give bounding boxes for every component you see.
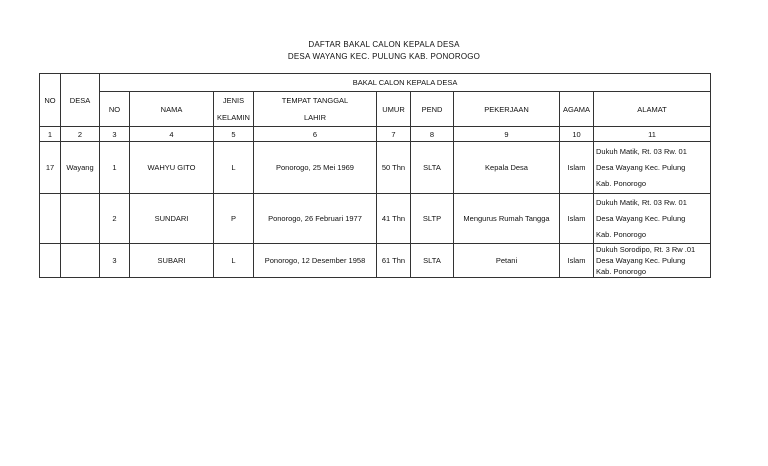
header-desa: DESA xyxy=(61,74,100,127)
header-sub-no: NO xyxy=(100,92,130,127)
table-row xyxy=(40,244,711,278)
group-no: 17 xyxy=(40,142,61,194)
row-nama: SUBARI xyxy=(130,244,214,278)
row-umur: 61 Thn xyxy=(377,244,411,278)
row-pend: SLTP xyxy=(411,194,454,244)
row-pekerjaan: Kepala Desa xyxy=(454,142,560,194)
row-alamat xyxy=(594,142,711,194)
row-pend: SLTA xyxy=(411,142,454,194)
row-jk: L xyxy=(214,244,254,278)
num-cell: 2 xyxy=(61,127,100,142)
group-desa: Wayang xyxy=(61,142,100,194)
header-jenis-line1: JENIS xyxy=(222,96,245,105)
candidate-table xyxy=(39,73,711,278)
num-cell: 11 xyxy=(594,127,711,142)
num-cell: 7 xyxy=(377,127,411,142)
header-row-2 xyxy=(40,92,711,127)
group-no-empty xyxy=(40,244,61,278)
alamat-line: Kab. Ponorogo xyxy=(596,178,647,188)
row-no: 2 xyxy=(100,194,130,244)
alamat-line: Dukuh Matik, Rt. 03 Rw. 01 xyxy=(596,197,687,207)
header-ttl-line2: LAHIR xyxy=(303,113,327,122)
row-jk: L xyxy=(214,142,254,194)
row-alamat xyxy=(594,244,711,278)
row-pekerjaan: Petani xyxy=(454,244,560,278)
header-ttl xyxy=(254,92,377,127)
num-cell: 9 xyxy=(454,127,560,142)
row-agama: Islam xyxy=(560,194,594,244)
num-cell: 8 xyxy=(411,127,454,142)
header-jenis-line2: KELAMIN xyxy=(217,113,250,122)
row-nama: SUNDARI xyxy=(130,194,214,244)
group-no-empty xyxy=(40,194,61,244)
table-row xyxy=(40,142,711,194)
row-umur: 41 Thn xyxy=(377,194,411,244)
num-cell: 4 xyxy=(130,127,214,142)
num-cell: 10 xyxy=(560,127,594,142)
num-cell: 1 xyxy=(40,127,61,142)
alamat-line: Kab. Ponorogo xyxy=(596,267,647,276)
header-jenis-kelamin xyxy=(214,92,254,127)
row-pend: SLTA xyxy=(411,244,454,278)
alamat-line: Dukuh Sorodipo, Rt. 3 Rw .01 xyxy=(596,245,696,254)
header-nama: NAMA xyxy=(130,92,214,127)
num-cell: 6 xyxy=(254,127,377,142)
row-pekerjaan: Mengurus Rumah Tangga xyxy=(454,194,560,244)
row-umur: 50 Thn xyxy=(377,142,411,194)
document-subtitle: DESA WAYANG KEC. PULUNG KAB. PONOROGO xyxy=(287,52,481,61)
header-pend: PEND xyxy=(411,92,454,127)
group-desa-empty xyxy=(61,194,100,244)
num-cell: 3 xyxy=(100,127,130,142)
header-ttl-line1: TEMPAT TANGGAL xyxy=(281,96,349,105)
alamat-line: Desa Wayang Kec. Pulung xyxy=(596,162,686,172)
header-agama: AGAMA xyxy=(560,92,594,127)
row-ttl: Ponorogo, 25 Mei 1969 xyxy=(254,142,377,194)
alamat-line: Desa Wayang Kec. Pulung xyxy=(596,213,686,223)
row-nama: WAHYU GITO xyxy=(130,142,214,194)
header-alamat: ALAMAT xyxy=(594,92,711,127)
alamat-line: Kab. Ponorogo xyxy=(596,229,647,239)
header-pekerjaan: PEKERJAAN xyxy=(454,92,560,127)
header-group: BAKAL CALON KEPALA DESA xyxy=(100,74,711,92)
numbering-row xyxy=(40,127,711,142)
num-cell: 5 xyxy=(214,127,254,142)
row-alamat xyxy=(594,194,711,244)
group-desa-empty xyxy=(61,244,100,278)
header-umur: UMUR xyxy=(377,92,411,127)
row-no: 1 xyxy=(100,142,130,194)
row-no: 3 xyxy=(100,244,130,278)
alamat-line: Desa Wayang Kec. Pulung xyxy=(596,256,686,265)
row-agama: Islam xyxy=(560,142,594,194)
table-row xyxy=(40,194,711,244)
header-no: NO xyxy=(40,74,61,127)
document-title: DAFTAR BAKAL CALON KEPALA DESA xyxy=(308,40,460,49)
header-row-1 xyxy=(40,74,711,92)
row-ttl: Ponorogo, 12 Desember 1958 xyxy=(254,244,377,278)
row-agama: Islam xyxy=(560,244,594,278)
row-ttl: Ponorogo, 26 Februari 1977 xyxy=(254,194,377,244)
alamat-line: Dukuh Matik, Rt. 03 Rw. 01 xyxy=(596,146,687,156)
row-jk: P xyxy=(214,194,254,244)
